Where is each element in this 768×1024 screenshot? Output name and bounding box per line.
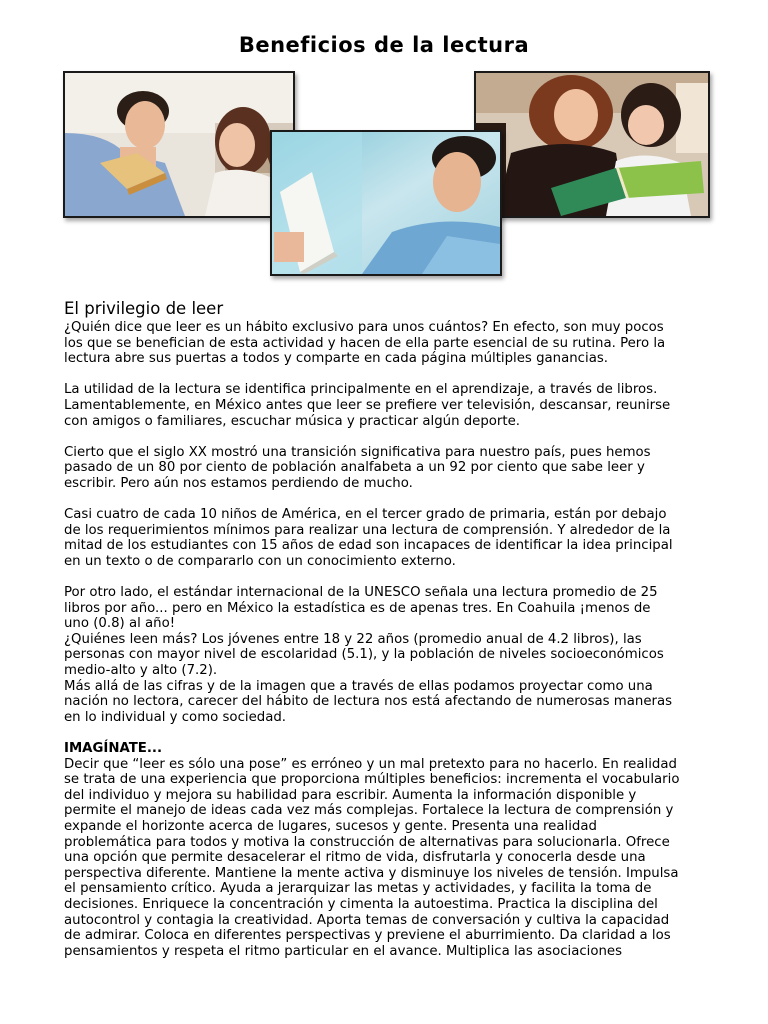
photo-mother-child-reading	[474, 71, 710, 218]
subheading: IMAGÍNATE...	[64, 741, 163, 757]
photo-man-reading	[270, 130, 502, 276]
page-title: Beneficios de la lectura	[238, 33, 530, 57]
section-title: El privilegio de leer	[64, 299, 224, 318]
paragraph-7: Más allá de las cifras y de la imagen que a través de ellas podamos proyectar como una nación no lectora, carecer del hábito de lectura nos está afectando de numerosas maneras en lo individual y como sociedad.	[64, 678, 673, 725]
article-body	[64, 320, 724, 959]
photo-couple-reading	[63, 71, 295, 218]
paragraph-6: ¿Quiénes leen más? Los jóvenes entre 18 y 22 años (promedio anual de 4.2 libros), las personas con mayor nivel de escolaridad (5.1), y la población de niveles socioeconómicos medio-alto y alto (7.2).	[64, 631, 664, 679]
paragraph-1: ¿Quién dice que leer es un hábito exclusivo para unos cuántos? En efecto, son muy pocos los que se benefician de esta actividad y hacen de ella parte esencial de su rutina. Pero la lectura abre sus puertas a todos y comparte en cada página múltiples ganancias.	[64, 320, 666, 367]
paragraph-5: Por otro lado, el estándar internacional de la UNESCO señala una lectura promedio de 25 libros por año... pero en México la estadística es de apenas tres. En Coahuila ¡menos de uno (0.8) al año!	[64, 585, 658, 632]
final-paragraph: Decir que “leer es sólo una pose” es erróneo y un mal pretexto para no hacerlo. En realidad se trata de una experiencia que proporciona múltiples beneficios: incrementa el vocabulario del individuo y mejora su habilidad para escribir. Aumenta la información disponible y permite el manejo de ideas cada vez más complejas. Fortalece la lectura de comprensión y expande el horizonte acerca de lugares, sucesos y gente. Presenta una realidad problemática para todos y motiva la construcción de alternativas para solucionarla. Ofrece una opción que permite desacelerar el ritmo de vida, disfrutarla y conocerla desde una perspectiva diferente. Mantiene la mente activa y disminuye los niveles de tensión. Impulsa el pensamiento crítico. Ayuda a jerarquizar las metas y actividades, y facilita la toma de decisiones. Enriquece la concentración y cimenta la autoestima. Practica la disciplina del autocontrol y contagia la creatividad. Aporta temas de conversación y cultiva la capacidad de admirar. Coloca en diferentes perspectivas y previene el aburrimiento. Da claridad a los pensamientos y respeta el ritmo particular en el avance. Multiplica las asociaciones	[64, 756, 680, 959]
paragraph-2: La utilidad de la lectura se identifica principalmente en el aprendizaje, a través de libros. Lamentablemente, en México antes que leer se prefiere ver televisión, descansar, reunirse con amigos o familiares, escuchar música y practicar algún deporte.	[64, 382, 671, 429]
paragraph-3: Cierto que el siglo XX mostró una transición significativa para nuestro país, pues hemos pasado de un 80 por ciento de población analfabeta a un 92 por ciento que sabe leer y escribir. Pero aún nos estamos perdiendo de mucho.	[64, 444, 651, 491]
paragraph-4: Casi cuatro de cada 10 niños de América, en el tercer grado de primaria, están por debajo de los requerimientos mínimos para realizar una lectura de comprensión. Y alrededor de la mitad de los estudiantes con 15 años de edad son incapaces de identificar la idea principal en un texto o de compararlo con un conocimiento externo.	[64, 507, 673, 569]
